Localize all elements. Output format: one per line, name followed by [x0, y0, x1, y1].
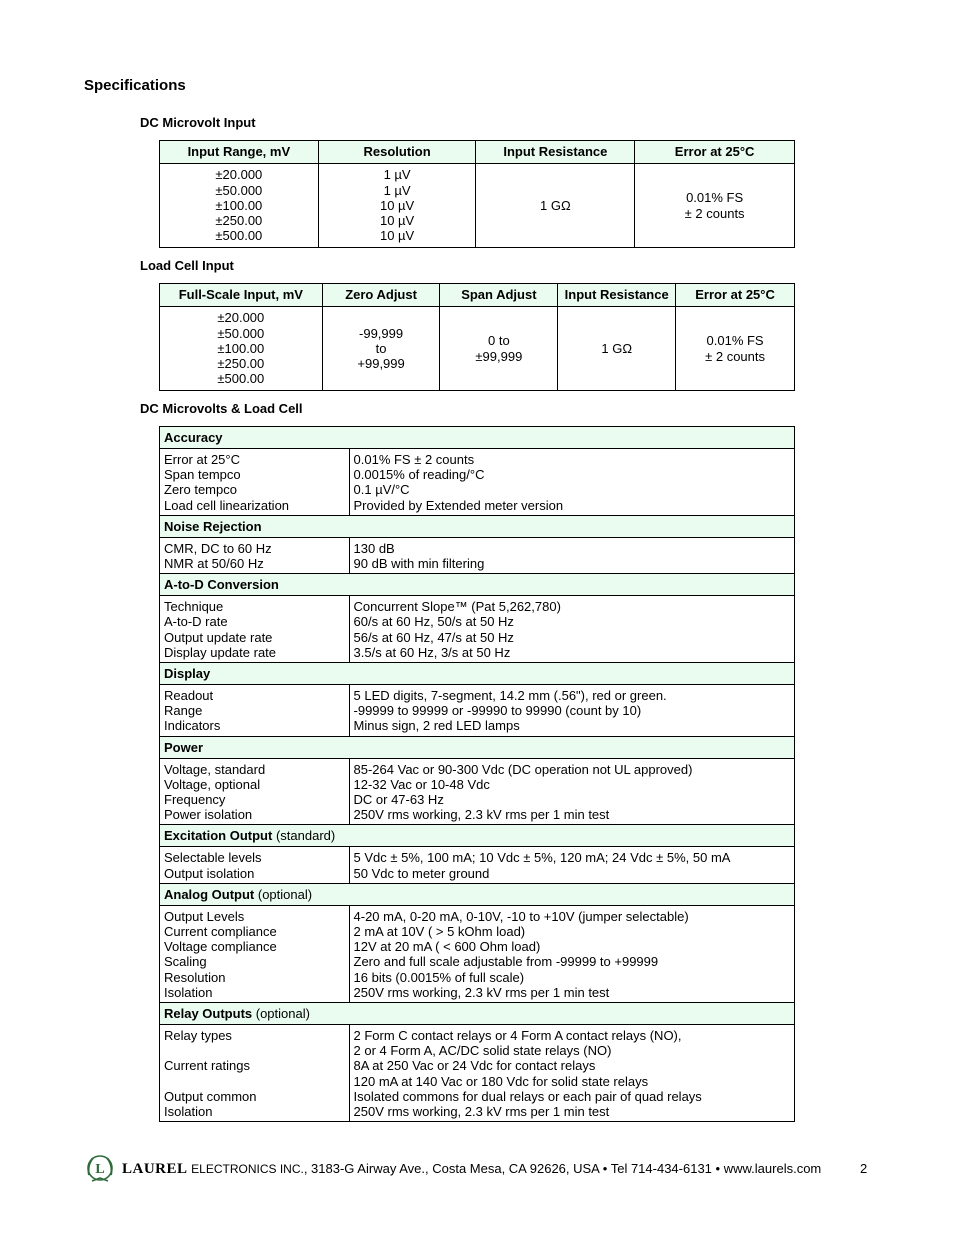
input-resistance-cell: 1 GΩ [476, 164, 635, 248]
error-value: ± 2 counts [705, 348, 765, 364]
spec-value: 0.0015% of reading/°C [353, 467, 485, 483]
span-adjust-value: 0 to [488, 333, 510, 349]
spec-label-cell [160, 758, 350, 825]
range-value: ±20.000 [217, 310, 265, 326]
section-header-row [160, 427, 795, 449]
spec-label: Voltage, standard [164, 761, 266, 777]
section-title-cell [160, 515, 795, 537]
zero-adjust-value: to [375, 340, 387, 356]
page-number: 2 [860, 1161, 868, 1176]
spec-label: Output update rate [164, 629, 273, 645]
spec-label: NMR at 50/60 Hz [164, 556, 264, 572]
spec-value-cell [349, 685, 794, 737]
spec-value: Concurrent Slope™ (Pat 5,262,780) [353, 599, 561, 615]
load-cell-table [159, 283, 795, 391]
spec-value-cell [349, 758, 794, 825]
laurel-wreath-logo-icon [84, 1153, 116, 1187]
spec-value: 0.01% FS ± 2 counts [353, 452, 475, 467]
page-title: Specifications [84, 77, 186, 94]
phone-number: Tel 714-434-6131 [610, 1161, 712, 1176]
spec-label-cell [160, 1025, 350, 1122]
spec-value: DC or 47-63 Hz [353, 792, 444, 808]
column-header: Span Adjust [440, 284, 558, 307]
spec-label: Readout [164, 688, 214, 704]
spec-value: 0.1 µV/°C [353, 482, 410, 498]
spec-label-cell [160, 685, 350, 737]
spec-value: Minus sign, 2 red LED lamps [353, 718, 520, 734]
table-row [160, 685, 795, 737]
spec-label: Relay types [164, 1028, 232, 1044]
load-cell-heading: Load Cell Input [140, 258, 234, 273]
spec-label: Output isolation [164, 865, 255, 881]
spec-value: Isolated commons for dual relays or each pair of quad relays [353, 1088, 702, 1104]
spec-value: 120 mA at 140 Vac or 180 Vdc for solid state relays [353, 1073, 649, 1089]
range-value: ±50.000 [217, 325, 265, 341]
combined-specs-heading: DC Microvolts & Load Cell [140, 401, 303, 416]
spec-label: Resolution [164, 969, 226, 985]
spec-label: Range [164, 703, 203, 719]
spec-value: 2 or 4 Form A, AC/DC solid state relays (NO) [353, 1043, 612, 1059]
section-title: Noise Rejection [164, 518, 262, 534]
dc-microvolt-heading: DC Microvolt Input [140, 115, 256, 130]
section-title-cell [160, 883, 795, 905]
section-title: Display [164, 665, 211, 681]
table-row [160, 758, 795, 825]
error-value: 0.01% FS [706, 333, 764, 349]
column-header: Resolution [318, 141, 476, 164]
spec-value: 5 Vdc ± 5%, 100 mA; 10 Vdc ± 5%, 120 mA; 24 Vdc ± 5%, 50 mA [353, 850, 731, 866]
section-title-cell [160, 427, 795, 449]
section-title: A-to-D Conversion [164, 577, 279, 593]
company-name: ELECTRONICS INC. [191, 1162, 304, 1176]
spec-value: -99999 to 99999 or -99990 to 99990 (count by 10) [353, 703, 642, 719]
spec-label-cell [160, 596, 350, 663]
zero-adjust-value: -99,999 [359, 325, 404, 341]
full-scale-input-cell [160, 307, 323, 391]
span-adjust-cell [440, 307, 558, 391]
spec-value: 2 Form C contact relays or 4 Form A contact relays (NO), [353, 1028, 682, 1044]
spec-label: Isolation [164, 1104, 213, 1120]
column-header: Error at 25°C [676, 284, 795, 307]
spec-label: Voltage compliance [164, 939, 277, 955]
column-header: Zero Adjust [322, 284, 440, 307]
spec-value-cell [349, 1025, 794, 1122]
spec-label: Technique [164, 599, 224, 615]
resolution-value: 1 µV [383, 167, 411, 183]
resolution-value: 10 µV [379, 213, 415, 229]
section-header-row [160, 663, 795, 685]
table-header-row [160, 284, 795, 307]
spec-label: Indicators [164, 718, 221, 734]
resolution-cell [318, 164, 476, 248]
range-value: ±50.000 [215, 182, 263, 198]
spec-label: Isolation [164, 984, 213, 1000]
spec-label: Output Levels [164, 908, 245, 924]
section-note: (optional) [254, 886, 313, 902]
spec-value: 130 dB [353, 540, 395, 556]
section-header-row [160, 1003, 795, 1025]
column-header: Full-Scale Input, mV [160, 284, 323, 307]
spec-value-cell [349, 847, 794, 883]
error-value: 0.01% FS [686, 190, 744, 206]
spec-label-cell [160, 449, 350, 516]
spec-label: Current compliance [164, 924, 277, 940]
table-row [160, 1025, 795, 1122]
range-value: ±250.00 [215, 213, 263, 229]
spec-value: 250V rms working, 2.3 kV rms per 1 min test [353, 807, 610, 823]
spec-value: 85-264 Vac or 90-300 Vdc (DC operation not UL approved) [353, 761, 693, 777]
resolution-value: 1 µV [383, 182, 411, 198]
table-row [160, 449, 795, 516]
spec-label: Span tempco [164, 467, 241, 483]
company-contact-line [122, 1161, 821, 1178]
dc-microvolt-table [159, 140, 795, 248]
zero-adjust-value: +99,999 [357, 356, 405, 372]
spec-label-cell [160, 905, 350, 1002]
error-value: ± 2 counts [684, 205, 745, 221]
section-title-cell [160, 663, 795, 685]
section-header-row [160, 883, 795, 905]
spec-value-cell [349, 905, 794, 1002]
spec-value: 2 mA at 10V ( > 5 kOhm load) [353, 924, 526, 940]
column-header: Error at 25°C [635, 141, 795, 164]
zero-adjust-cell [322, 307, 440, 391]
bullet-separator: • [715, 1161, 721, 1176]
spec-label: CMR, DC to 60 Hz [164, 540, 272, 556]
spec-value: 56/s at 60 Hz, 47/s at 50 Hz [353, 629, 514, 645]
spec-value: 5 LED digits, 7-segment, 14.2 mm (.56"), red or green. [353, 688, 667, 704]
combined-specs-table [159, 426, 795, 1122]
table-row [160, 537, 795, 573]
company-address: , 3183-G Airway Ave., Costa Mesa, CA 92626, USA [303, 1161, 600, 1176]
section-header-row [160, 736, 795, 758]
spec-value: 8A at 250 Vac or 24 Vdc for contact relays [353, 1058, 596, 1074]
range-value: ±500.00 [217, 371, 265, 387]
spec-label [164, 1043, 345, 1058]
page-footer [84, 1153, 884, 1193]
spec-label: Error at 25°C [164, 452, 241, 467]
spec-value: 3.5/s at 60 Hz, 3/s at 50 Hz [353, 644, 511, 660]
range-value: ±100.00 [217, 340, 265, 356]
spec-label-cell [160, 537, 350, 573]
table-row [160, 164, 795, 248]
spec-value: 250V rms working, 2.3 kV rms per 1 min test [353, 1104, 610, 1120]
section-note: (standard) [272, 828, 336, 844]
bullet-separator: • [602, 1161, 608, 1176]
spec-label: Power isolation [164, 807, 253, 823]
spec-value: 16 bits (0.0015% of full scale) [353, 969, 525, 985]
column-header: Input Resistance [558, 284, 676, 307]
error-cell [676, 307, 795, 391]
span-adjust-value: ±99,999 [475, 348, 523, 364]
logo-letter: L [95, 1162, 105, 1177]
spec-value: 50 Vdc to meter ground [353, 865, 490, 881]
section-header-row [160, 515, 795, 537]
range-value: ±100.00 [215, 197, 263, 213]
section-title: Analog Output [164, 886, 255, 902]
table-row [160, 307, 795, 391]
input-resistance-cell: 1 GΩ [558, 307, 676, 391]
spec-label: Zero tempco [164, 482, 237, 498]
resolution-value: 10 µV [379, 228, 415, 244]
spec-label: Current ratings [164, 1058, 250, 1074]
spec-value: 4-20 mA, 0-20 mA, 0-10V, -10 to +10V (jumper selectable) [353, 908, 689, 924]
spec-value: Zero and full scale adjustable from -99999 to +99999 [353, 954, 659, 970]
spec-value: 12-32 Vac or 10-48 Vdc [353, 776, 490, 792]
table-row [160, 847, 795, 883]
range-value: ±500.00 [215, 228, 263, 244]
section-note: (optional) [252, 1005, 310, 1021]
section-title-cell [160, 825, 795, 847]
table-row [160, 905, 795, 1002]
section-header-row [160, 574, 795, 596]
spec-value-cell [349, 596, 794, 663]
section-title-cell [160, 574, 795, 596]
section-header-row [160, 825, 795, 847]
spec-label: Output common [164, 1088, 257, 1104]
spec-value: 250V rms working, 2.3 kV rms per 1 min test [353, 984, 610, 1000]
website-link[interactable]: www.laurels.com [723, 1161, 822, 1176]
spec-label: Voltage, optional [164, 776, 261, 792]
column-header: Input Range, mV [160, 141, 319, 164]
spec-label: Display update rate [164, 644, 277, 660]
spec-value: 90 dB with min filtering [353, 556, 485, 572]
column-header: Input Resistance [476, 141, 635, 164]
section-title: Power [164, 739, 204, 755]
spec-value-cell [349, 537, 794, 573]
table-header-row [160, 141, 795, 164]
input-range-cell [160, 164, 319, 248]
spec-value-cell [349, 449, 794, 516]
range-value: ±250.00 [217, 356, 265, 372]
spec-label: Scaling [164, 954, 207, 970]
resolution-value: 10 µV [379, 197, 415, 213]
range-value: ±20.000 [215, 167, 263, 183]
spec-label: Selectable levels [164, 850, 262, 866]
spec-label-cell [160, 847, 350, 883]
spec-label: Frequency [164, 792, 226, 808]
spec-value: 12V at 20 mA ( < 600 Ohm load) [353, 939, 541, 955]
spec-label [164, 1074, 345, 1089]
spec-label: A-to-D rate [164, 614, 228, 630]
spec-value: 60/s at 60 Hz, 50/s at 50 Hz [353, 614, 514, 630]
brand-name: LAUREL [122, 1161, 188, 1177]
error-cell [635, 164, 795, 248]
section-title: Relay Outputs [164, 1005, 253, 1021]
section-title-cell [160, 736, 795, 758]
section-title: Excitation Output [164, 828, 273, 844]
spec-value: Provided by Extended meter version [353, 497, 564, 513]
table-row [160, 596, 795, 663]
spec-label: Load cell linearization [164, 497, 290, 513]
section-title: Accuracy [164, 429, 223, 445]
section-title-cell [160, 1003, 795, 1025]
